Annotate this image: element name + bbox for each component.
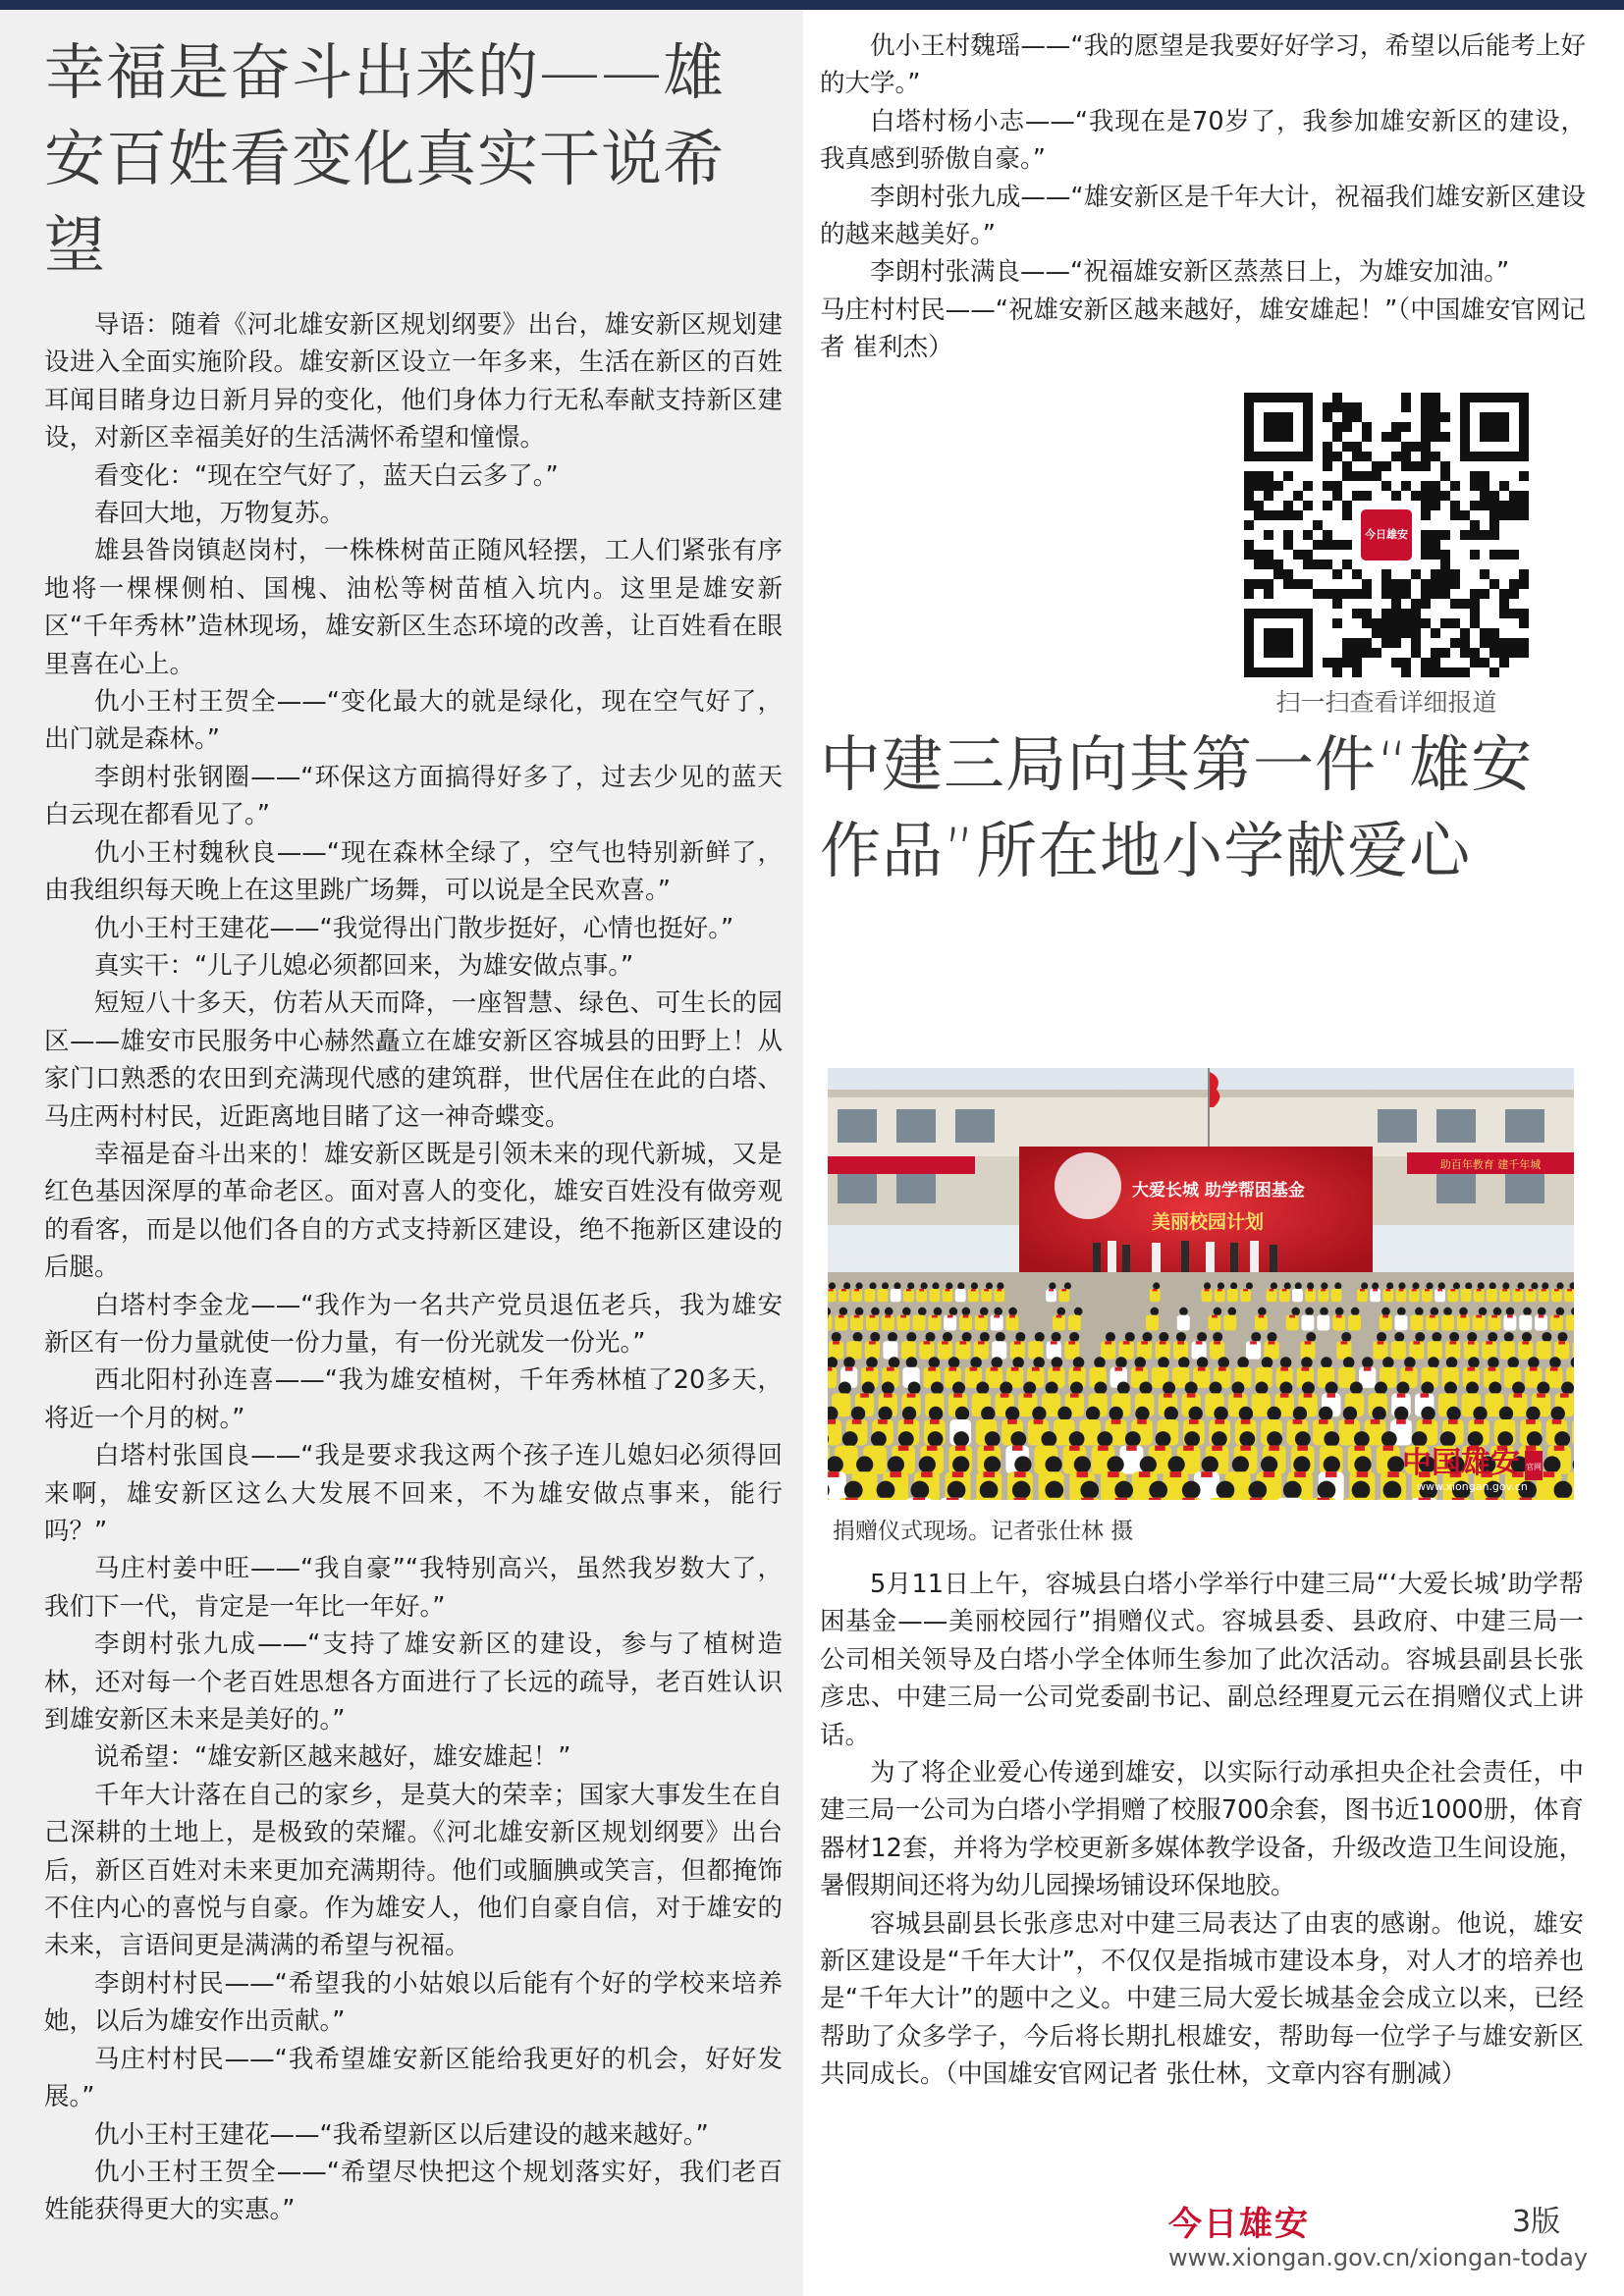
qr-center-logo — [1357, 506, 1416, 564]
paragraph: 幸福是奋斗出来的！雄安新区既是引领未来的现代新城，又是红色基因深厚的革命老区。面对喜人的变化，雄安百姓没有做旁观的看客，而是以他们各自的方式支持新区建设，绝不拖新区建设的后腿。 — [44, 1139, 783, 1283]
paragraph: 容城县副县长张彦忠对中建三局表达了由衷的感谢。他说，雄安新区建设是“千年大计”，不仅仅是指城市建设本身，对人才的培养也是“千年大计”的题中之义。中建三局大爱长城基金会成立以来，已经帮助了众多学子，今后将长期扎根雄安，帮助每一位学子与雄安新区共同成长。（中国雄安官网记者 张仕林，文章内容有删减） — [820, 1908, 1584, 2090]
paragraph: 真实干：“儿子儿媳必须都回来，为雄安做点事。” — [94, 950, 634, 981]
photo-watermark-url: www.xiongan.gov.cn — [1417, 1480, 1528, 1493]
paragraph: 马庄村村民——“我希望雄安新区能给我更好的机会，好好发展。” — [44, 2044, 783, 2112]
qr-caption: 扫一扫查看详细报道 — [1275, 688, 1497, 717]
photo-watermark-tag: 官网 — [1526, 1463, 1542, 1471]
paragraph: 西北阳村孙连喜——“我为雄安植树，千年秀林植了20多天，将近一个月的树。” — [44, 1365, 783, 1433]
paragraph: 白塔村李金龙——“我作为一名共产党员退伍老兵，我为雄安新区有一份力量就使一份力量，有一份光就发一份光。” — [44, 1290, 783, 1358]
event-photo — [828, 1068, 1574, 1500]
paragraph: 李朗村村民——“希望我的小姑娘以后能有个好的学校来培养她，以后为雄安作出贡献。” — [44, 1968, 783, 2037]
photo-caption: 捐赠仪式现场。记者张仕林 摄 — [833, 1519, 1134, 1544]
paragraph: 仇小王村魏秋良——“现在森林全绿了，空气也特别新鲜了，由我组织每天晚上在这里跳广场舞，可以说是全民欢喜。” — [44, 837, 783, 906]
page-number: 3版 — [1512, 2205, 1561, 2239]
footer-logo: 今日雄安 — [1168, 2205, 1310, 2244]
paragraph: 仇小王村魏瑶——“我的愿望是我要好好学习，希望以后能考上好的大学。” — [820, 31, 1586, 99]
qr-center-label: 今日雄安 — [1365, 528, 1408, 541]
paragraph: 看变化：“现在空气好了，蓝天白云多了。” — [94, 460, 559, 491]
paragraph: 李朗村张九成——“雄安新区是千年大计，祝福我们雄安新区建设的越来越美好。” — [820, 182, 1586, 250]
article-1 — [44, 29, 783, 2229]
paragraph: 为了将企业爱心传递到雄安，以实际行动承担央企社会责任，中建三局一公司为白塔小学捐赠了校服700余套，图书近1000册，体育器材12套，并将为学校更新多媒体教学设备，升级改造卫生间设施，暑假期间还将为幼儿园操场铺设环保地胶。 — [820, 1758, 1584, 1901]
paragraph: 导语：随着《河北雄安新区规划纲要》出台，雄安新区规划建设进入全面实施阶段。雄安新区设立一年多来，生活在新区的百姓耳闻目睹身边日新月异的变化，他们身体力行无私奉献支持新区建设，对新区幸福美好的生活满怀希望和憧憬。 — [44, 310, 783, 454]
paragraph: 雄县昝岗镇赵岗村，一株株树苗正随风轻摆，工人们紧张有序地将一棵棵侧柏、国槐、油松等树苗植入坑内。这里是雄安新区“千年秀林”造林现场，雄安新区生态环境的改善，让百姓看在眼里喜在心上。 — [44, 536, 783, 679]
photo-banner-line1: 大爱长城 助学帮困基金 — [1132, 1181, 1305, 1201]
paragraph: 仇小王村王贺全——“变化最大的就是绿化，现在空气好了，出门就是森林。” — [44, 687, 783, 755]
article-2-body — [820, 1566, 1584, 2094]
paragraph: 李朗村张钢圈——“环保这方面搞得好多了，过去少见的蓝天白云现在都看见了。” — [44, 762, 783, 830]
footer-url[interactable]: www.xiongan.gov.cn/xiongan-today — [1168, 2244, 1589, 2271]
qr-code-block — [1244, 393, 1529, 719]
paragraph: 短短八十多天，仿若从天而降，一座智慧、绿色、可生长的园区——雄安市民服务中心赫然矗立在雄安新区容城县的田野上！从家门口熟悉的农田到充满现代感的建筑群，世代居住在此的白塔、马庄两村村民，近距离地目睹了这一神奇蝶变。 — [44, 988, 783, 1132]
paragraph: 春回大地，万物复苏。 — [94, 499, 346, 529]
article-1-continued — [820, 27, 1586, 367]
top-color-bar — [0, 0, 1624, 10]
paragraph: 仇小王村王建花——“我希望新区以后建设的越来越好。” — [94, 2119, 709, 2150]
photo-top-banner-text: 助百年教育 建千年城 — [1439, 1158, 1542, 1171]
article-2-title: 中建三局向其第一件“雄安作品”所在地小学献爱心 — [820, 728, 1534, 886]
paragraph: 李朗村张满良——“祝福雄安新区蒸蒸日上，为雄安加油。” — [870, 257, 1510, 288]
paragraph: 李朗村张九成——“支持了雄安新区的建设，参与了植树造林，还对每一个老百姓思想各方面进行了长远的疏导，老百姓认识到雄安新区未来是美好的。” — [44, 1629, 783, 1735]
article-1-body — [44, 306, 783, 2229]
article-1-title: 幸福是奋斗出来的——雄安百姓看变化真实干说希望 — [44, 36, 726, 281]
article-2-header — [820, 721, 1586, 894]
paragraph: 马庄村村民——“祝雄安新区越来越好，雄安雄起！”（中国雄安官网记者 崔利杰） — [820, 294, 1586, 363]
paragraph: 白塔村杨小志——“我现在是70岁了，我参加雄安新区的建设，我真感到骄傲自豪。” — [820, 106, 1586, 175]
paragraph: 马庄村姜中旺——“我自豪”“我特别高兴，虽然我岁数大了，我们下一代，肯定是一年比一年好。” — [44, 1554, 783, 1622]
paragraph: 白塔村张国良——“我是要求我这两个孩子连儿媳妇必须得回来啊，雄安新区这么大发展不回来，不为雄安做点事来，能行吗？” — [44, 1441, 783, 1546]
paragraph: 说希望：“雄安新区越来越好，雄安雄起！” — [94, 1742, 571, 1773]
paragraph: 5月11日上午，容城县白塔小学举行中建三局“‘大爱长城’助学帮困基金——美丽校园行”捐赠仪式。容城县委、县政府、中建三局一公司相关领导及白塔小学全体师生参加了此次活动。容城县副县长张彦忠、中建三局一公司党委副书记、副总经理夏元云在捐赠仪式上讲话。 — [820, 1570, 1584, 1750]
event-photo-illustration — [828, 1068, 1574, 1500]
paragraph: 仇小王村王建花——“我觉得出门散步挺好，心情也挺好。” — [94, 913, 734, 943]
photo-banner-line2: 美丽校园计划 — [1152, 1211, 1265, 1233]
paragraph: 千年大计落在自己的家乡，是莫大的荣幸；国家大事发生在自己深耕的土地上，是极致的荣耀。《河北雄安新区规划纲要》出台后，新区百姓对未来更加充满期待。他们或腼腆或笑言，但都掩饰不住内心的喜悦与自豪。作为雄安人，他们自豪自信，对于雄安的未来，言语间更是满满的希望与祝福。 — [44, 1780, 783, 1961]
qr-code[interactable] — [1244, 393, 1529, 677]
photo-watermark: 中国雄安 — [1402, 1446, 1520, 1480]
paragraph: 仇小王村王贺全——“希望尽快把这个规划落实好，我们老百姓能获得更大的实惠。” — [44, 2157, 783, 2225]
